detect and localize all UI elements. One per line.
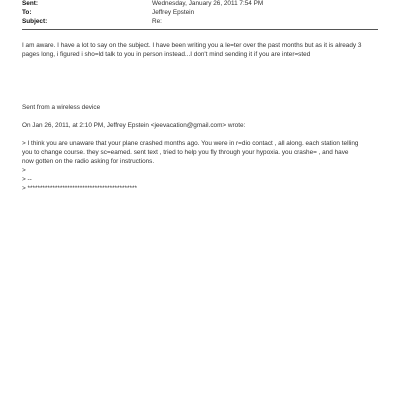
to-label: To: [22, 9, 32, 16]
quoted-paragraph [22, 139, 382, 166]
quote-marker-dashes: > -- [22, 176, 32, 183]
quoted-line: you to change course. they sc=eamed. sent text , tried to help you fly through your hypoxia. you crashe= , and have [22, 149, 349, 156]
quoted-line: > I think you are unaware that your plane crashed months ago. You were in r=dio contact , all along. each station telling [22, 140, 359, 147]
email-header [22, 0, 382, 27]
subject-label: Subject: [22, 18, 48, 25]
quote-marker: > [22, 167, 26, 174]
message-line: pages long, i figured i sho=ld talk to you in person instead...I don't mind sending it if you are inter=sted [22, 51, 311, 58]
subject-value: Re: [152, 18, 162, 25]
signature: Sent from a wireless device [22, 104, 101, 111]
header-row-subject [22, 18, 382, 27]
to-value: Jeffrey Epstein [152, 9, 195, 16]
message-paragraph [22, 41, 382, 59]
header-row-to [22, 9, 382, 18]
header-divider [22, 29, 378, 30]
message-line: I am aware. I have a lot to say on the subject. I have been writing you a le=ter over the past months but as it is already 3 [22, 42, 362, 49]
reply-intro: On Jan 26, 2011, at 2:10 PM, Jeffrey Epstein <jeevacation@gmail.com> wrote: [22, 122, 246, 129]
quote-rule: > ******************************************** [22, 185, 137, 192]
sent-label: Sent: [22, 0, 38, 7]
header-row-sent [22, 0, 382, 9]
sent-value: Wednesday, January 26, 2011 7:54 PM [152, 0, 264, 7]
quoted-line: now gotten on the radio asking for instructions. [22, 158, 155, 165]
